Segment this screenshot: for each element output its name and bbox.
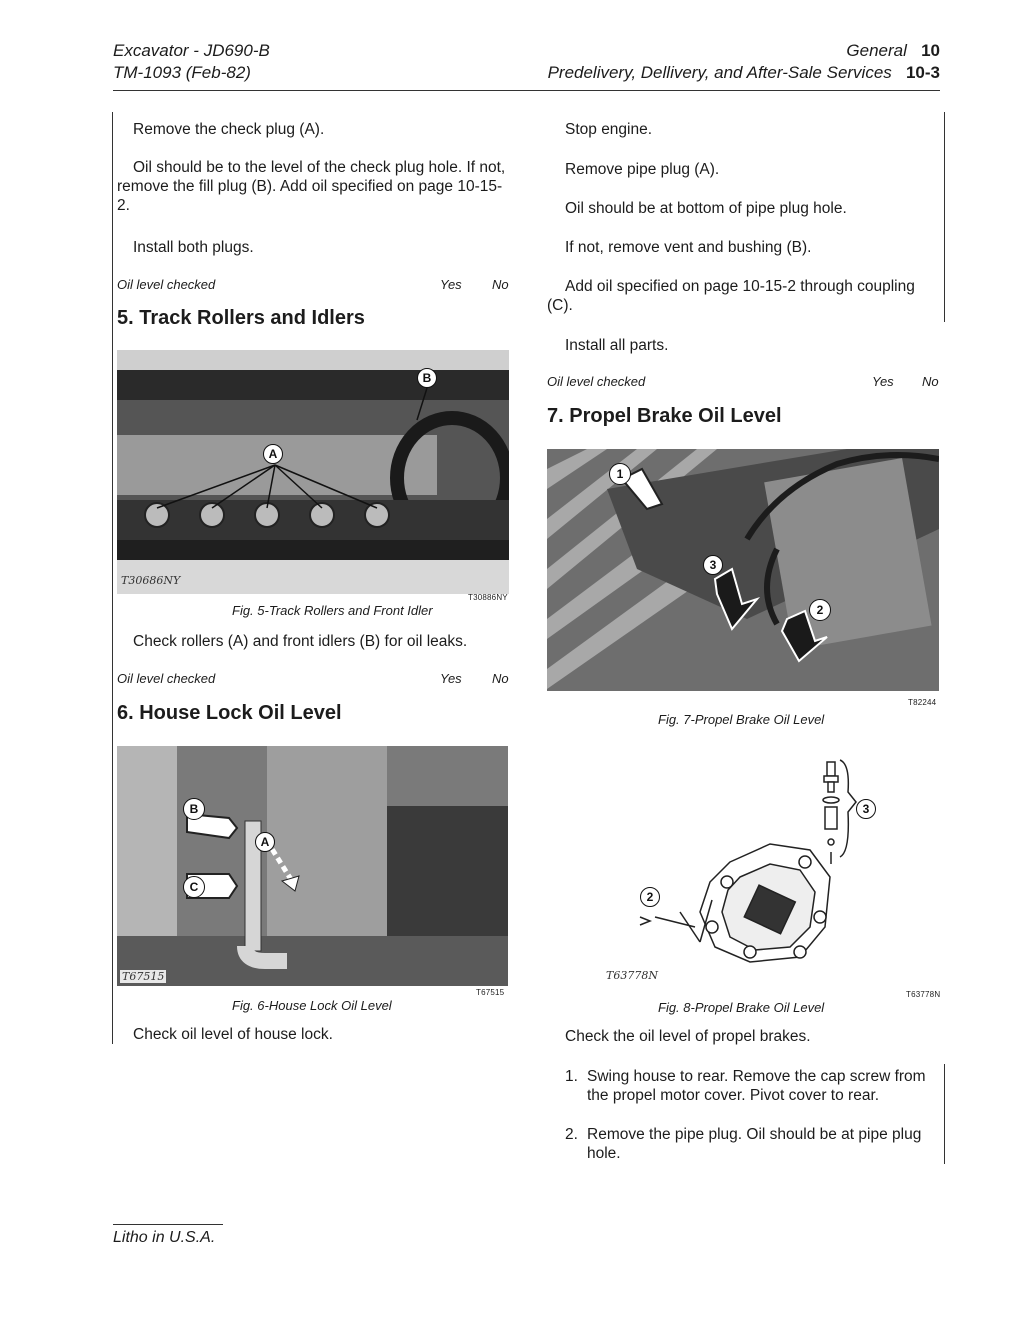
- fig8-callout-3: 3: [856, 799, 876, 819]
- right-p6: Install all parts.: [565, 337, 669, 354]
- fig7-callout-2: 2: [809, 599, 831, 621]
- fig7-callout-1: 1: [609, 463, 631, 485]
- left-p2: Oil should be to the level of the check plug hole. If not, remove the fill plug (B). Add oil specified on page 10-15-2.: [117, 159, 506, 214]
- check-row-2: [117, 671, 510, 686]
- check-row-1: [117, 277, 510, 292]
- list-item-number: 1.: [565, 1068, 578, 1085]
- header-left: [113, 40, 270, 84]
- fig8-code: T63778N: [906, 990, 941, 999]
- header-section: General: [846, 41, 907, 60]
- right-p1: Stop engine.: [565, 121, 653, 138]
- track-illustration: [117, 350, 509, 594]
- right-p3: Oil should be at bottom of pipe plug hole.: [565, 200, 847, 217]
- check-yes[interactable]: Yes: [440, 671, 462, 686]
- fig5-image-tag: T30686NY: [121, 574, 181, 587]
- check-label: Oil level checked: [117, 277, 216, 292]
- house-lock-illustration: [117, 746, 508, 986]
- fig6-callout-a: A: [255, 832, 275, 852]
- header-manual: TM-1093 (Feb-82): [113, 63, 251, 82]
- fig6-callout-c: C: [183, 876, 205, 898]
- fig7-photo: [547, 449, 939, 691]
- right-margin-rule-lower: [944, 1064, 945, 1164]
- fig5-caption: Fig. 5-Track Rollers and Front Idler: [232, 603, 433, 618]
- propel-brake-illustration: [547, 449, 939, 691]
- list-item: [565, 1125, 940, 1163]
- section-6-heading: 6. House Lock Oil Level: [117, 702, 342, 724]
- right-p4: If not, remove vent and bushing (B).: [565, 239, 812, 256]
- right-margin-rule: [944, 112, 945, 322]
- header-subtitle: Predelivery, Dellivery, and After-Sale Services: [547, 63, 892, 82]
- fig5-callout-b: B: [417, 368, 437, 388]
- fig7-code: T82244: [908, 698, 937, 707]
- check-label: Oil level checked: [117, 671, 216, 686]
- fig8-image-tag: T63778N: [606, 969, 658, 982]
- fig6-photo: [117, 746, 508, 986]
- fig5-photo: [117, 350, 509, 594]
- right-p2: Remove pipe plug (A).: [565, 161, 720, 178]
- check-no[interactable]: No: [492, 277, 509, 292]
- fig6-caption: Fig. 6-House Lock Oil Level: [232, 998, 392, 1013]
- right-p5: Add oil specified on page 10-15-2 through coupling (C).: [547, 278, 915, 314]
- fig8-drawing: [600, 752, 900, 992]
- fig6-code: T67515: [476, 988, 505, 997]
- fig6-callout-b: B: [183, 798, 205, 820]
- fig5-callout-a: A: [263, 444, 283, 464]
- fig5-code: T30886NY: [468, 593, 508, 602]
- check-no[interactable]: No: [492, 671, 509, 686]
- header-right: [548, 40, 940, 84]
- left-p5: Check oil level of house lock.: [133, 1026, 333, 1043]
- brake-exploded-drawing: [600, 752, 900, 992]
- list-item: [565, 1067, 940, 1105]
- header-page-number: 10-3: [905, 63, 940, 82]
- fig7-callout-3: 3: [703, 555, 723, 575]
- section-5-heading: 5. Track Rollers and Idlers: [117, 307, 365, 329]
- left-p4: Check rollers (A) and front idlers (B) for oil leaks.: [133, 633, 468, 650]
- step-list: [565, 1067, 940, 1163]
- check-yes[interactable]: Yes: [872, 374, 894, 389]
- list-item-text: Swing house to rear. Remove the cap screw from the propel motor cover. Pivot cover to rear.: [587, 1068, 926, 1104]
- left-p1: Remove the check plug (A).: [133, 121, 325, 138]
- header-section-number: 10: [921, 41, 940, 60]
- fig8-caption: Fig. 8-Propel Brake Oil Level: [658, 1000, 825, 1015]
- list-item-number: 2.: [565, 1126, 578, 1143]
- fig7-caption: Fig. 7-Propel Brake Oil Level: [658, 712, 825, 727]
- left-p3: Install both plugs.: [133, 239, 254, 256]
- footer-rule: [113, 1224, 223, 1225]
- header-rule: [113, 90, 940, 91]
- check-yes[interactable]: Yes: [440, 277, 462, 292]
- check-label: Oil level checked: [547, 374, 646, 389]
- check-row-3: [547, 374, 940, 389]
- list-item-text: Remove the pipe plug. Oil should be at pipe plug hole.: [587, 1126, 922, 1162]
- check-no[interactable]: No: [922, 374, 939, 389]
- footer-text: Litho in U.S.A.: [113, 1229, 216, 1246]
- section-7-heading: 7. Propel Brake Oil Level: [547, 405, 782, 427]
- left-margin-rule: [112, 112, 113, 1044]
- fig8-callout-2: 2: [640, 887, 660, 907]
- header-model: Excavator - JD690-B: [113, 41, 270, 60]
- right-p7: Check the oil level of propel brakes.: [565, 1028, 811, 1045]
- fig6-image-tag: T67515: [122, 970, 165, 983]
